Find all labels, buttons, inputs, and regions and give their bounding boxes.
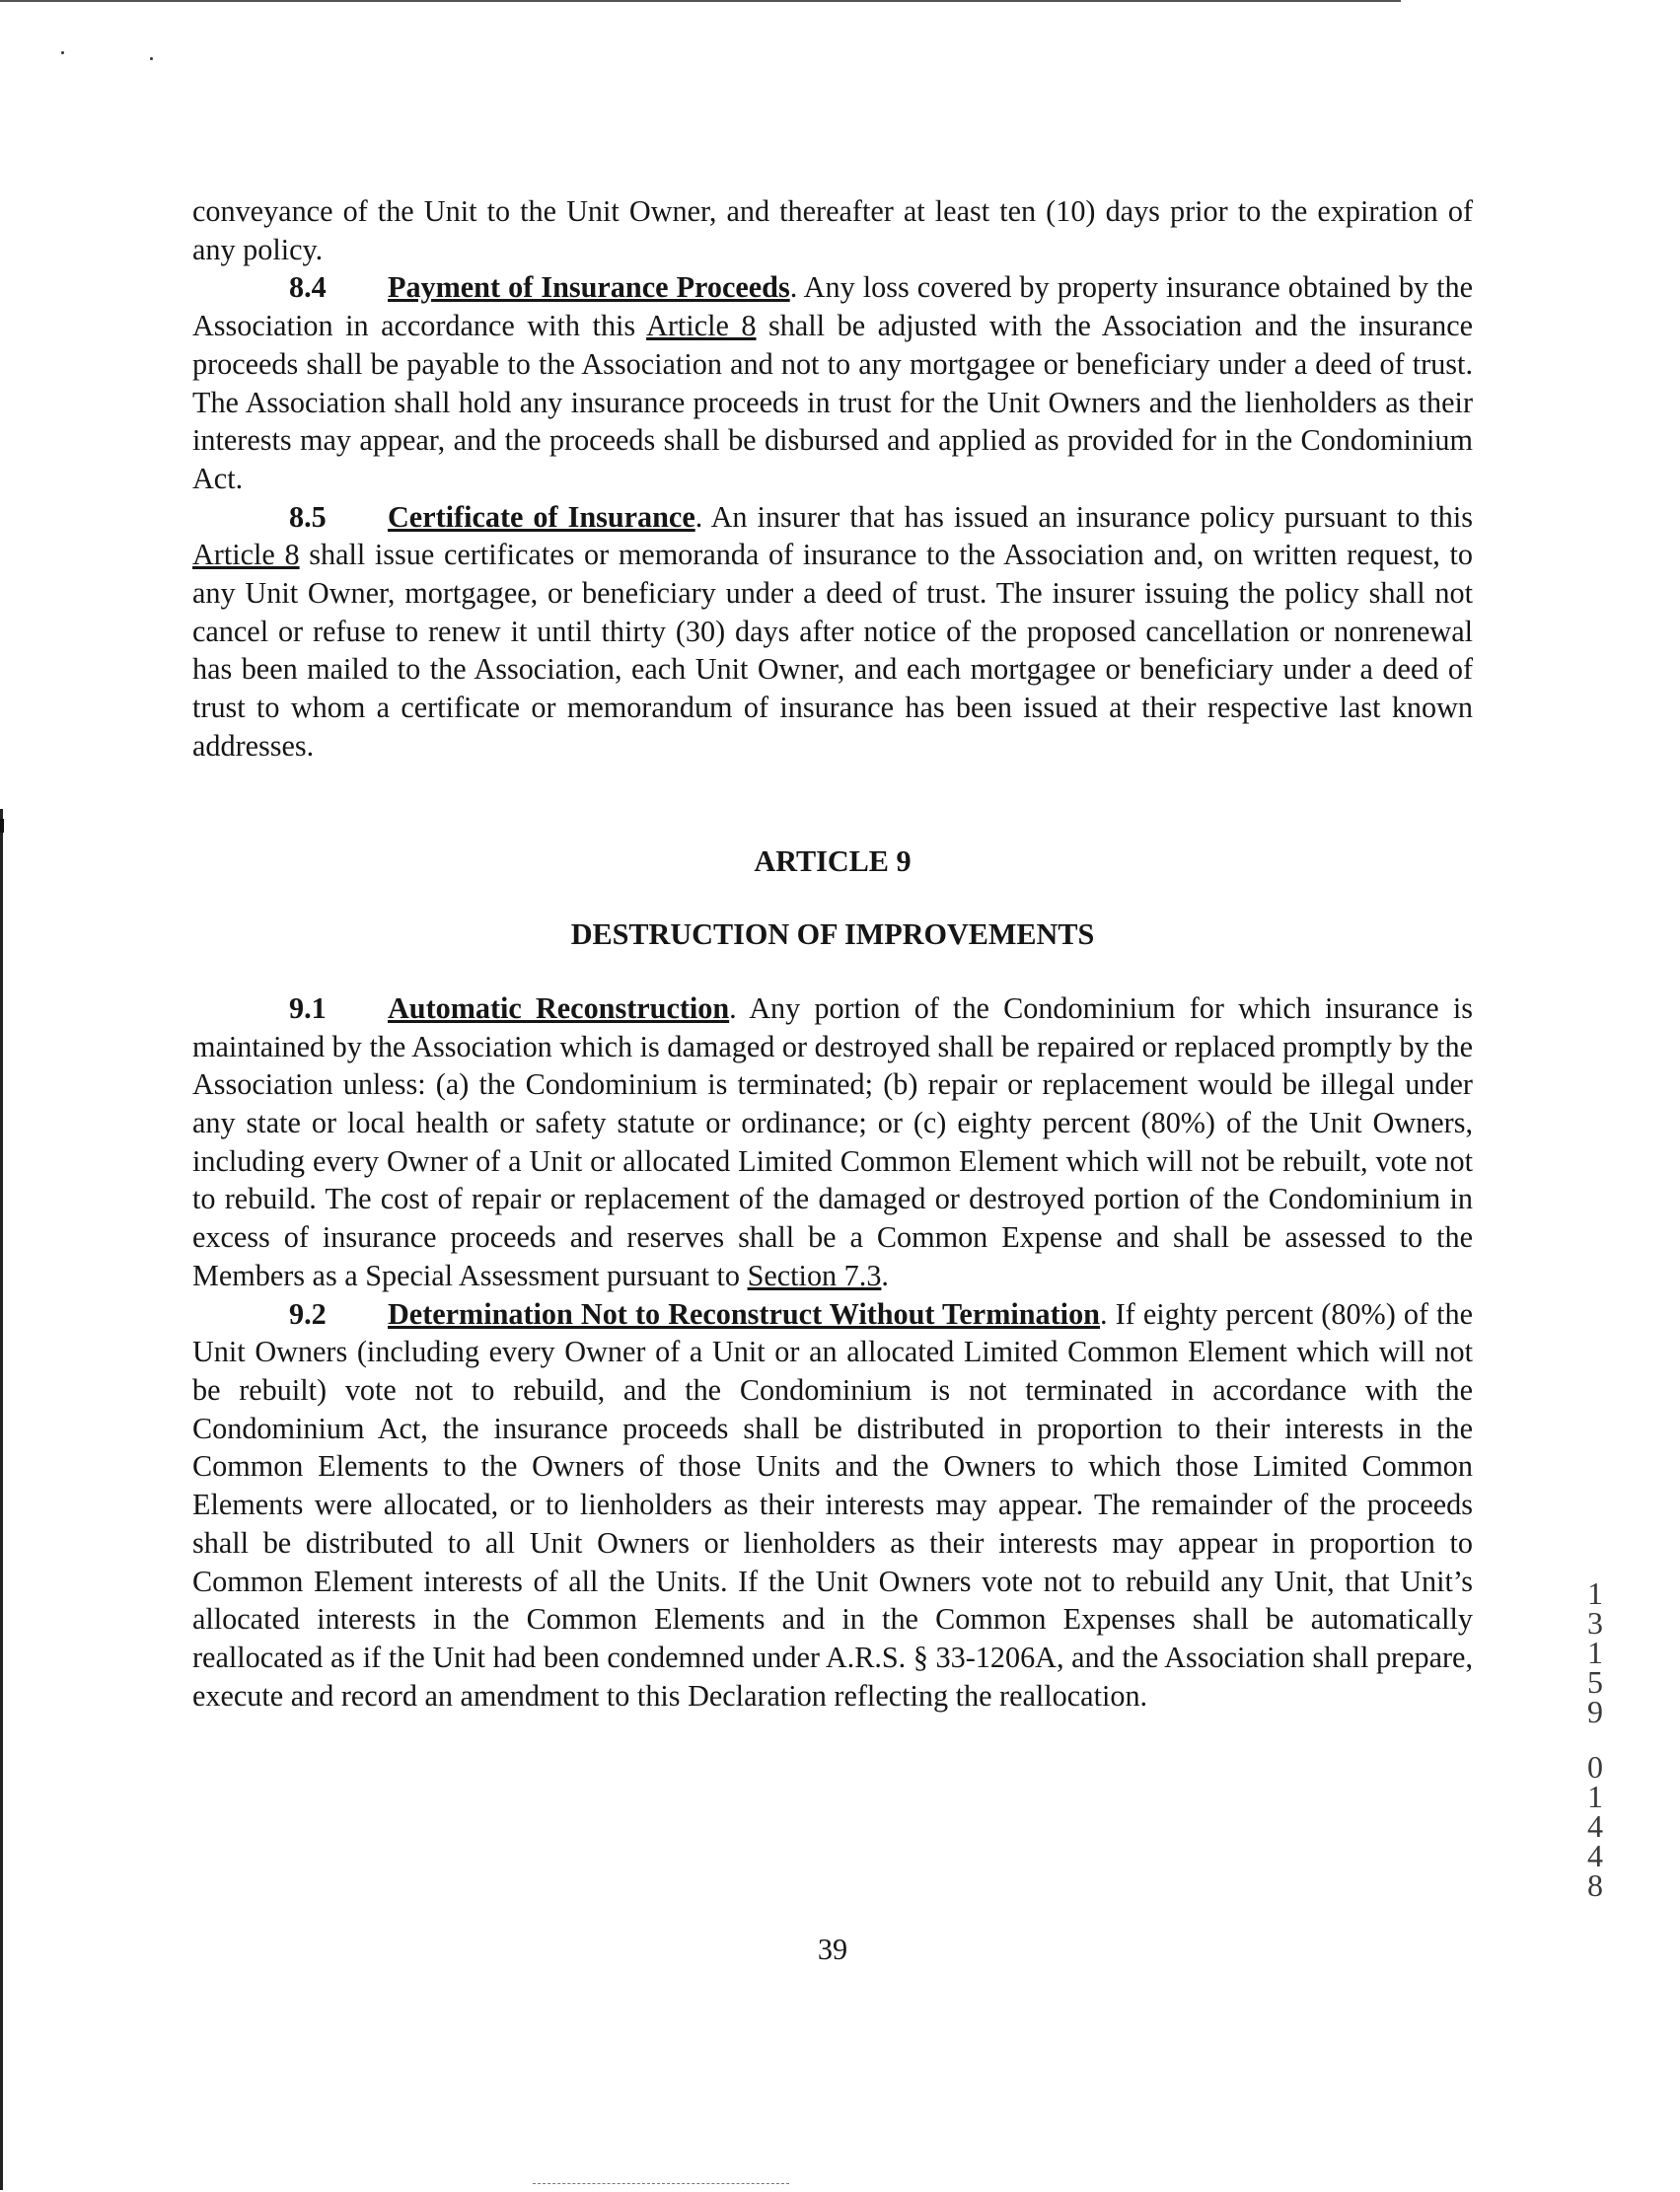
section-text: shall issue certificates or memoranda of insurance to the Association and, on written request, to any Unit Owner, mortgagee, or beneficiary under a deed of trust. The insurer issuing the policy shall not cancel or refuse to renew it until thirty (30) days after notice of the proposed cancellation or nonrenewal has been mailed to the Association, each Unit Owner, and each mortgagee or beneficiary under a deed of trust to whom a certificate or memorandum of insurance has been issued at their respective last known addresses.	[192, 538, 1473, 763]
section-9-2	[192, 1295, 1473, 1716]
section-text: . Any portion of the Condominium for which insurance is maintained by the Association which is damaged or destroyed shall be repaired or replaced promptly by the Association unless: (a) the Condominium is terminated; (b) repair or replacement would be illegal under any state or local health or safety statute or ordinance; or (c) eighty percent (80%) of the Unit Owners, including every Owner of a Unit or allocated Limited Common Element which will not be rebuilt, vote not to rebuild. The cost of repair or replacement of the damaged or destroyed portion of the Condominium in excess of insurance proceeds and reserves shall be a Common Expense and shall be assessed to the Members as a Special Assessment pursuant to	[192, 990, 1473, 1292]
stamp-digit: 3	[1587, 1605, 1603, 1641]
document-page	[192, 192, 1474, 1966]
section-heading: Payment of Insurance Proceeds	[388, 270, 790, 305]
section-text: . If eighty percent (80%) of the Unit Owners (including every Owner of a Unit or an allocated Limited Common Element which will not be rebuilt) vote not to rebuild, and the Condominium is not terminated in accordance with the Condominium Act, the insurance proceeds shall be distributed in proportion to their interests in the Common Elements to the Owners of those Units and the Owners to which those Limited Common Elements were allocated, or to lienholders as their interests may appear. The remainder of the proceeds shall be distributed to all Unit Owners or lienholders as their interests may appear in proportion to Common Element interests of all the Units. If the Unit Owners vote not to rebuild any Unit, that Unit’s allocated interests in the Common Elements and in the Common Expenses shall be automatically reallocated as if the Unit had been condemned under A.R.S. § 33-1206A, and the Association shall prepare, execute and record an amendment to this Declaration reflecting the reallocation.	[192, 1296, 1473, 1713]
stamp-digit: 8	[1587, 1867, 1603, 1903]
intro-paragraph: conveyance of the Unit to the Unit Owner, and thereafter at least ten (10) days prior to the expiration of any policy.	[192, 194, 1473, 266]
section-heading: Certificate of Insurance	[388, 499, 695, 534]
section-text: shall be adjusted with the Association and the insurance proceeds shall be payable to the Association and not to any mortgagee or beneficiary under a deed of trust. The Association shall hold any insurance proceeds in trust for the Unit Owners and the lienholders as their interests may appear, and the proceeds shall be disbursed and applied as provided for in the Condominium Act.	[192, 309, 1474, 495]
article-title: ARTICLE 9	[754, 843, 912, 878]
section-8-5	[192, 498, 1473, 766]
stamp-digit: 5	[1587, 1664, 1603, 1700]
stamp-digit: 4	[1587, 1838, 1603, 1873]
section-heading: Determination Not to Reconstruct Without Termination	[388, 1296, 1100, 1331]
section-number: 8.4	[289, 270, 327, 305]
section-number: 9.1	[289, 990, 327, 1025]
scan-speck	[150, 57, 153, 60]
section-heading: Automatic Reconstruction	[388, 990, 730, 1025]
section-text: .	[881, 1258, 889, 1292]
stamp-digit: 0	[1587, 1749, 1603, 1785]
section-8-4	[192, 268, 1473, 497]
article-reference: Article 8	[192, 538, 300, 572]
section-9-1	[192, 989, 1473, 1295]
stamp-digit: 1	[1587, 1635, 1603, 1670]
scan-edge-left	[0, 809, 3, 2190]
scan-edge-bottom	[533, 2183, 789, 2184]
article-subtitle: DESTRUCTION OF IMPROVEMENTS	[570, 917, 1095, 952]
stamp-digit: 1	[1587, 1575, 1603, 1611]
scan-speck	[61, 51, 64, 54]
stamp-digit: 1	[1587, 1779, 1603, 1814]
section-text: . An insurer that has issued an insurance policy pursuant to this	[694, 499, 1473, 534]
scan-mark	[0, 819, 4, 833]
recording-stamp	[1582, 1575, 1608, 1903]
page-number: 39	[817, 1933, 848, 1966]
section-text: . Any loss covered by property insurance obtained by the Association in accordance with this	[192, 270, 1473, 343]
stamp-digit: 4	[1587, 1808, 1603, 1844]
section-number: 9.2	[289, 1296, 327, 1331]
section-reference: Section 7.3	[747, 1258, 882, 1292]
section-number: 8.5	[289, 499, 327, 534]
scan-edge-top	[0, 0, 1401, 2]
stamp-digit: 9	[1587, 1694, 1603, 1729]
article-reference: Article 8	[646, 309, 757, 343]
